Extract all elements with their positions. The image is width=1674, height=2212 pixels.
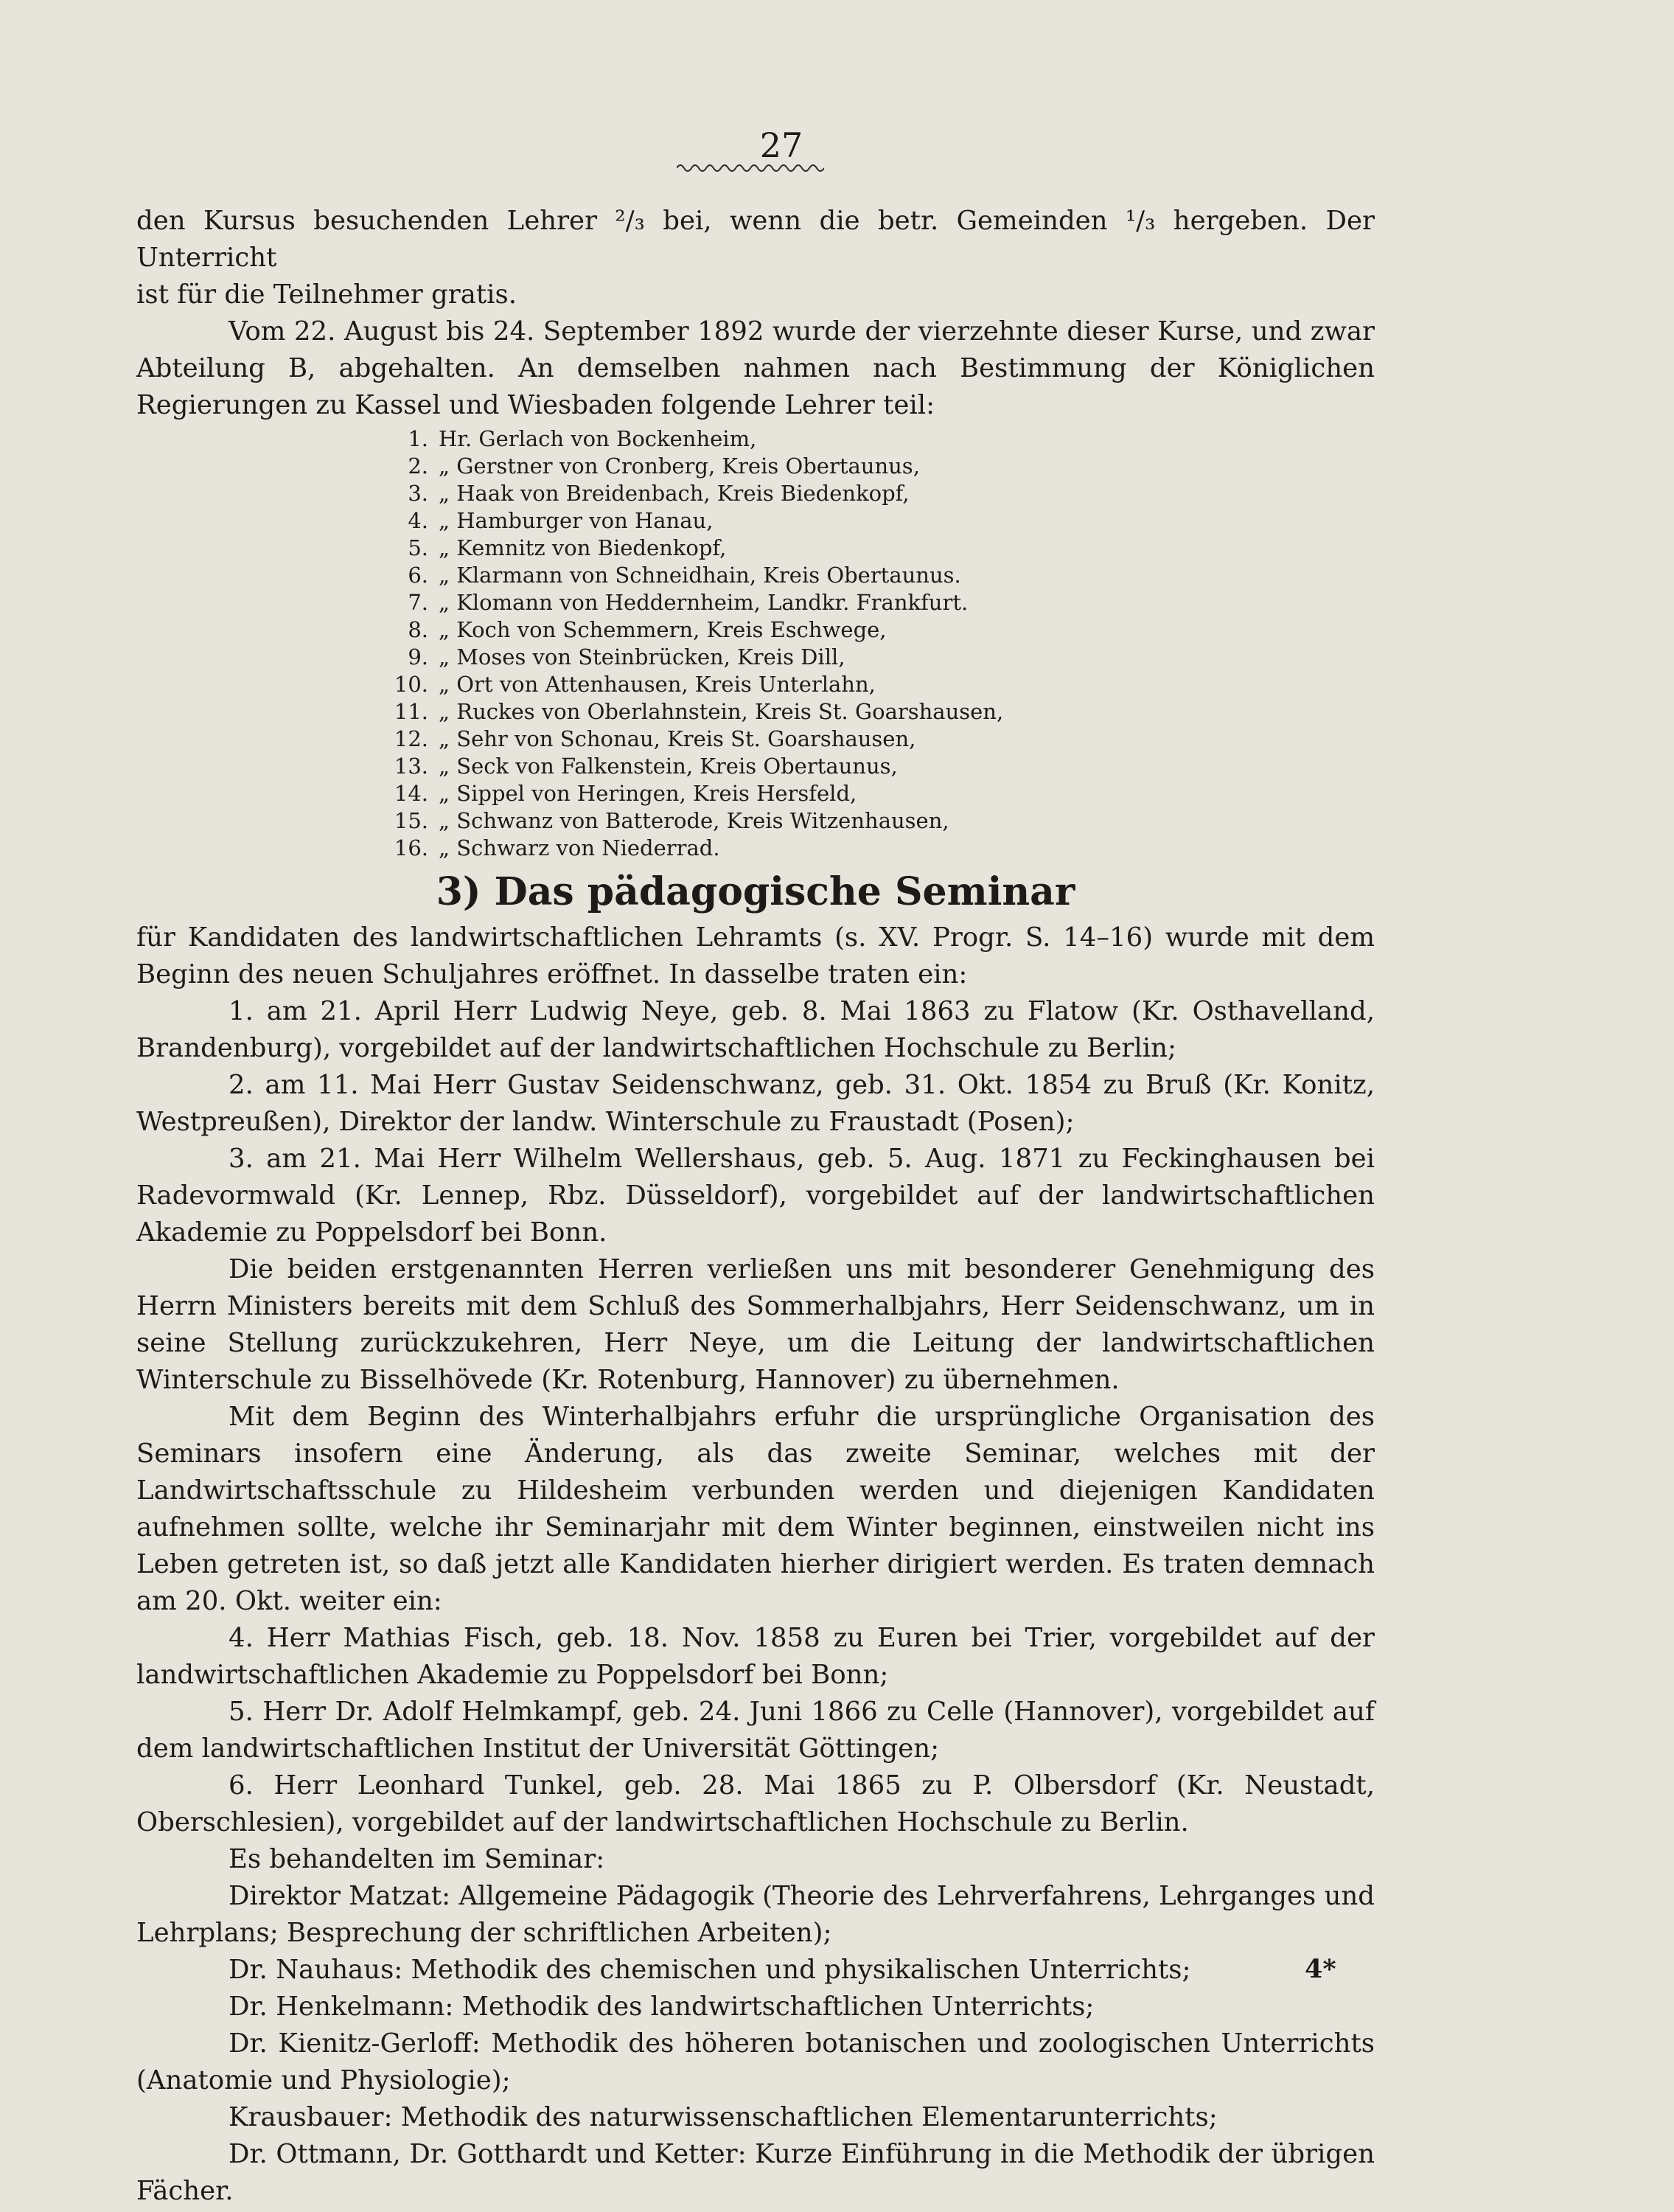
list-item: Dr. Henkelmann: Methodik des landwirtschaftlichen Unterrichts; bbox=[229, 1992, 1095, 2022]
list-item: 5. Herr Dr. Adolf Helmkampf, geb. 24. Juni 1866 zu Celle (Hannover), vorgebildet auf dem landwirtschaftlichen Institut der Universität Göttingen; bbox=[136, 1697, 1375, 1764]
departure-paragraph: Die beiden erstgenannten Herren verließen uns mit besonderer Genehmigung des Herrn Ministers bereits mit dem Schluß des Sommerhalbjahrs, Herr Seidenschwanz, um in seine Stellung zurückzukehren, Herr Neye, um die Leitung der landwirtschaftlichen Winterschule zu Bisselhövede (Kr. Rotenburg, Hannover) zu übernehmen. bbox=[136, 1254, 1375, 1395]
wavy-rule-ornament bbox=[677, 161, 824, 175]
list-item: Dr. Kienitz-Gerloff: Methodik des höheren botanischen und zoologischen Unterrichts (Anatomie und Physiologie); bbox=[136, 2028, 1375, 2096]
intro-line-2: ist für die Teilnehmer gratis. bbox=[136, 279, 517, 310]
signature-mark: 4* bbox=[1305, 1954, 1336, 1984]
main-text bbox=[136, 203, 1375, 2210]
candidate-list-second bbox=[136, 1620, 1375, 1841]
list-item: 3. am 21. Mai Herr Wilhelm Wellershaus, geb. 5. Aug. 1871 zu Feckinghausen bei Radevormwald (Kr. Lennep, Rbz. Düsseldorf), vorgebildet auf der landwirtschaftlichen Akademie zu Poppelsdorf bei Bonn. bbox=[136, 1144, 1375, 1248]
list-item: 5. „ Kemnitz von Biedenkopf, bbox=[408, 535, 727, 560]
list-item: 3. „ Haak von Breidenbach, Kreis Biedenkopf, bbox=[408, 481, 910, 506]
list-item: Direktor Matzat: Allgemeine Pädagogik (Theorie des Lehrverfahrens, Lehrganges und Lehrplans; Besprechung der schriftlichen Arbeiten); bbox=[136, 1881, 1375, 1948]
section-heading: 3) Das pädagogische Seminar bbox=[436, 869, 1075, 914]
list-item: 1. am 21. April Herr Ludwig Neye, geb. 8. Mai 1863 zu Flatow (Kr. Osthavelland, Brandenburg), vorgebildet auf der landwirtschaftlichen Hochschule zu Berlin; bbox=[136, 996, 1375, 1063]
course-paragraph: Vom 22. August bis 24. September 1892 wurde der vierzehnte dieser Kurse, und zwar Abteilung B, abgehalten. An demselben nahmen nach Bestimmung der Königlichen Regierungen zu Kassel und Wiesbaden folgende Lehrer teil: bbox=[136, 316, 1375, 420]
winter-paragraph: Mit dem Beginn des Winterhalbjahrs erfuhr die ursprüngliche Organisation des Seminars insofern eine Änderung, als das zweite Seminar, welches mit der Landwirtschaftsschule zu Hildesheim verbunden werden und diejenigen Kandidaten aufnehmen sollte, welche ihr Seminarjahr mit dem Winter beginnen, einstweilen nicht ins Leben getreten ist, so daß jetzt alle Kandidaten hierher dirigiert werden. Es traten demnach am 20. Okt. weiter ein: bbox=[136, 1402, 1375, 1616]
list-item: 2. am 11. Mai Herr Gustav Seidenschwanz, geb. 31. Okt. 1854 zu Bruß (Kr. Konitz, Westpreußen), Direktor der landw. Winterschule zu Fraustadt (Posen); bbox=[136, 1070, 1375, 1137]
list-item: 13. „ Seck von Falkenstein, Kreis Obertaunus, bbox=[394, 754, 898, 779]
list-item: 14. „ Sippel von Heringen, Kreis Hersfeld, bbox=[394, 781, 857, 806]
subjects-intro: Es behandelten im Seminar: bbox=[229, 1844, 605, 1874]
list-item: 15. „ Schwanz von Batterode, Kreis Witzenhausen, bbox=[394, 808, 949, 833]
intro-line-1: den Kursus besuchenden Lehrer ²/₃ bei, wenn die betr. Gemeinden ¹/₃ hergeben. Der Unterricht bbox=[136, 206, 1375, 273]
list-item: 6. „ Klarmann von Schneidhain, Kreis Obertaunus. bbox=[408, 563, 961, 588]
seminar-intro: für Kandidaten des landwirtschaftlichen Lehramts (s. XV. Progr. S. 14–16) wurde mit dem Beginn des neuen Schuljahres eröffnet. In dasselbe traten ein: bbox=[136, 922, 1375, 990]
list-item: 4. „ Hamburger von Hanau, bbox=[408, 508, 714, 533]
list-item: Dr. Nauhaus: Methodik des chemischen und physikalischen Unterrichts; bbox=[229, 1955, 1191, 1985]
list-item: 11. „ Ruckes von Oberlahnstein, Kreis St. Goarshausen, bbox=[394, 699, 1004, 724]
list-item: 12. „ Sehr von Schonau, Kreis St. Goarshausen, bbox=[394, 726, 916, 751]
list-item: 6. Herr Leonhard Tunkel, geb. 28. Mai 1865 zu P. Olbersdorf (Kr. Neustadt, Oberschlesien), vorgebildet auf der landwirtschaftlichen Hochschule zu Berlin. bbox=[136, 1770, 1375, 1837]
list-item: 2. „ Gerstner von Cronberg, Kreis Obertaunus, bbox=[408, 453, 920, 479]
list-item: Dr. Ottmann, Dr. Gotthardt und Ketter: Kurze Einführung in die Methodik der übrigen Fächer. bbox=[136, 2139, 1375, 2206]
list-item: Krausbauer: Methodik des naturwissenschaftlichen Elementarunterrichts; bbox=[229, 2102, 1218, 2132]
list-item: 4. Herr Mathias Fisch, geb. 18. Nov. 1858 zu Euren bei Trier, vorgebildet auf der landwirtschaftlichen Akademie zu Poppelsdorf bei Bonn; bbox=[136, 1623, 1375, 1690]
list-item: 16. „ Schwarz von Niederrad. bbox=[394, 835, 720, 860]
list-item: 9. „ Moses von Steinbrücken, Kreis Dill, bbox=[408, 644, 845, 669]
subjects-list bbox=[136, 1878, 1375, 2210]
list-item: 8. „ Koch von Schemmern, Kreis Eschwege, bbox=[408, 617, 887, 642]
teacher-list bbox=[136, 425, 1375, 862]
list-item: 1. Hr. Gerlach von Bockenheim, bbox=[408, 426, 757, 451]
candidate-list-first bbox=[136, 993, 1375, 1251]
page-number: 27 bbox=[759, 125, 803, 165]
list-item: 10. „ Ort von Attenhausen, Kreis Unterlahn, bbox=[394, 672, 876, 697]
list-item: 7. „ Klomann von Heddernheim, Landkr. Frankfurt. bbox=[408, 590, 969, 615]
